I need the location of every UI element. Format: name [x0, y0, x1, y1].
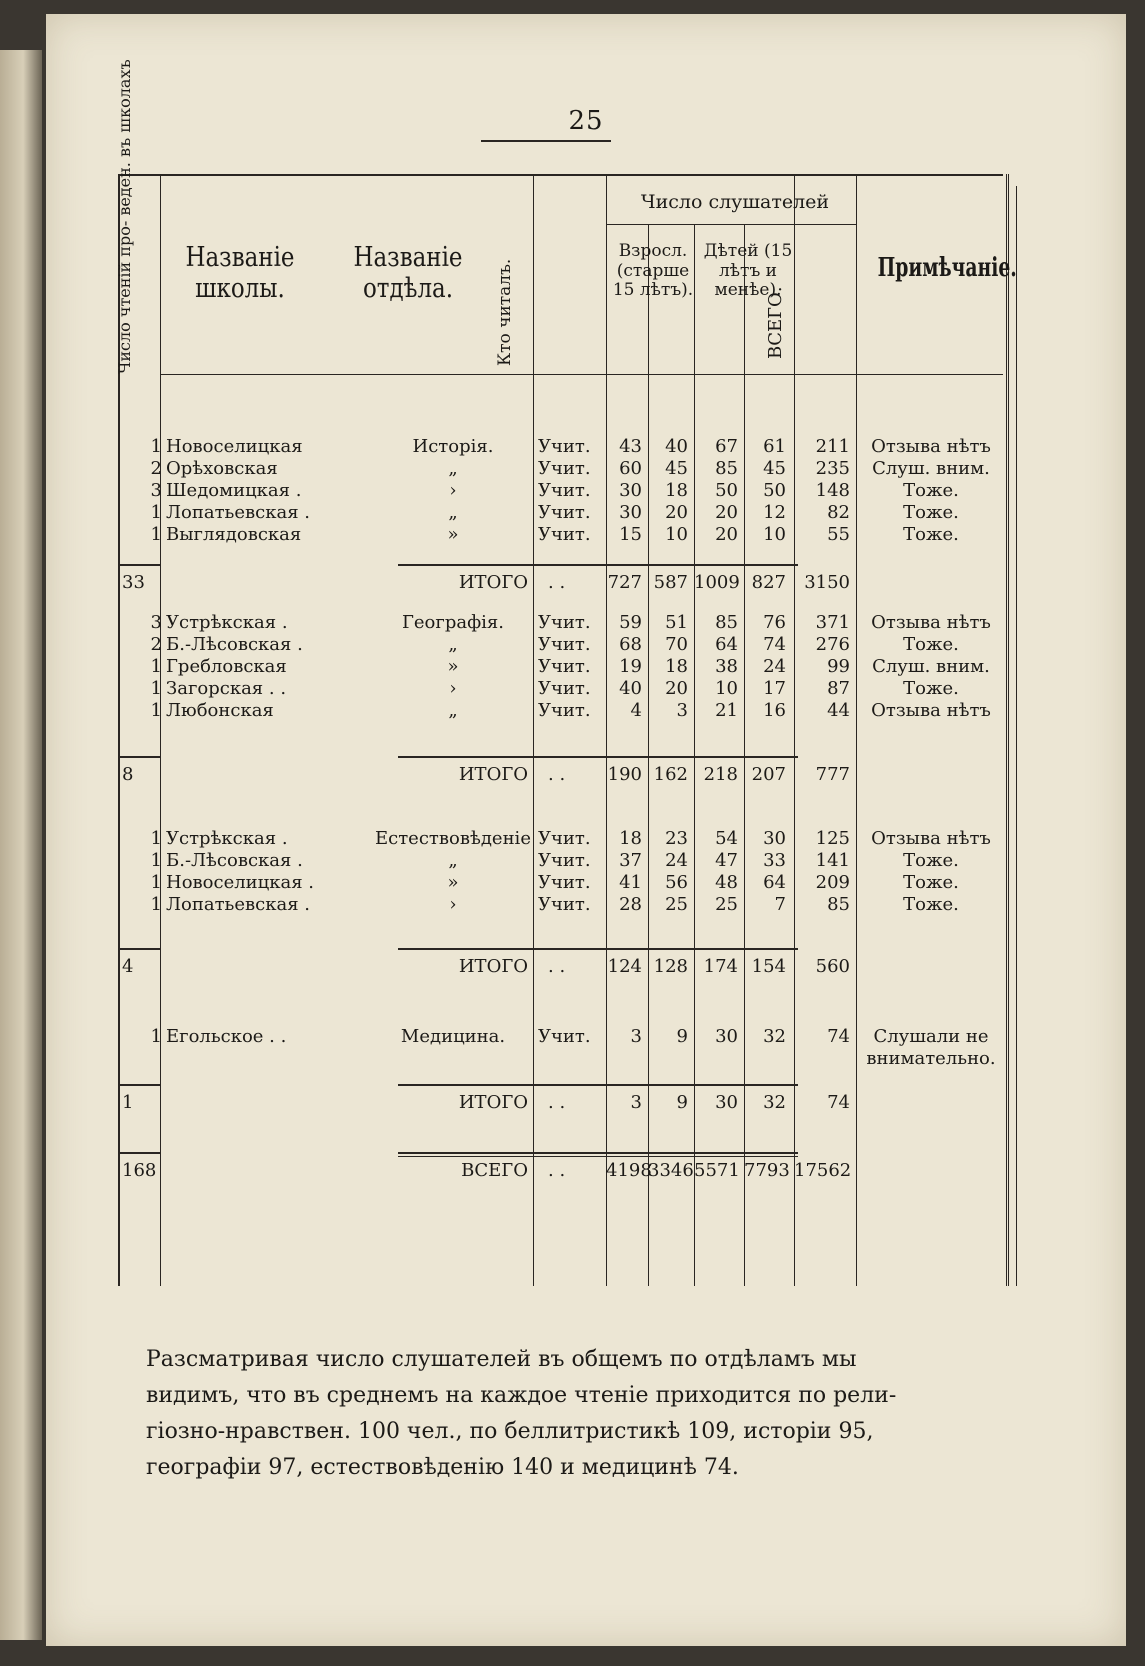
- school-name: Шедомицкая .: [166, 480, 302, 501]
- value-a1: 28: [619, 894, 642, 915]
- grand-total-a2: 3346: [648, 1160, 694, 1181]
- value-a2: 3: [676, 700, 688, 721]
- grand-total-dots: . .: [548, 1160, 566, 1181]
- reader: Учит.: [538, 700, 591, 721]
- reader: Учит.: [538, 612, 591, 633]
- reader: Учит.: [538, 678, 591, 699]
- value-c2: 50: [763, 480, 786, 501]
- subtotal-rule: [398, 1084, 798, 1086]
- value-c1: 20: [715, 502, 738, 523]
- subtotal-a1: 124: [607, 956, 642, 977]
- value-a1: 3: [630, 1026, 642, 1047]
- reader: Учит.: [538, 436, 591, 457]
- subtotal-count: 8: [122, 764, 134, 785]
- value-total: 148: [815, 480, 850, 501]
- value-a1: 37: [619, 850, 642, 871]
- value-c1: 85: [715, 612, 738, 633]
- value-c2: 12: [763, 502, 786, 523]
- value-c2: 30: [763, 828, 786, 849]
- value-a2: 24: [665, 850, 688, 871]
- header-readings-count: Число чтеній про- веден. въ школахъ: [115, 59, 134, 374]
- school-name: Новоселицкая: [166, 436, 303, 457]
- note: Слушали не: [873, 1026, 989, 1047]
- value-c2: 17: [763, 678, 786, 699]
- header-listeners: Число слушателей: [640, 191, 830, 213]
- value-c1: 54: [715, 828, 738, 849]
- value-a2: 70: [665, 634, 688, 655]
- subtotal-c2: 207: [751, 764, 786, 785]
- value-a2: 25: [665, 894, 688, 915]
- subtotal-c1: 1009: [694, 572, 740, 593]
- note: Тоже.: [903, 524, 959, 545]
- value-a1: 41: [619, 872, 642, 893]
- note: Тоже.: [903, 480, 959, 501]
- value-c2: 45: [763, 458, 786, 479]
- subtotal-rule: [118, 756, 160, 758]
- subtotal-rule: [118, 1084, 160, 1086]
- department-name: „: [448, 850, 458, 871]
- note: Тоже.: [903, 502, 959, 523]
- school-name: Загорская . .: [166, 678, 287, 699]
- grand-total-rule: [118, 1152, 160, 1154]
- value-a2: 20: [665, 678, 688, 699]
- value-a2: 20: [665, 502, 688, 523]
- subtotal-total: 777: [815, 764, 850, 785]
- value-total: 125: [815, 828, 850, 849]
- value-total: 99: [827, 656, 850, 677]
- col-rule: [856, 174, 857, 1286]
- school-name: Выглядовская: [166, 524, 302, 545]
- row-count: 1: [150, 894, 162, 915]
- subtotal-total: 560: [815, 956, 850, 977]
- value-total: 44: [827, 700, 850, 721]
- department-name: ›: [449, 894, 457, 915]
- header-children: Дѣтей (15 лѣтъ и менѣе).: [703, 241, 793, 301]
- page-number: 25: [568, 106, 604, 136]
- value-a1: 30: [619, 502, 642, 523]
- value-c2: 10: [763, 524, 786, 545]
- department-name: „: [448, 700, 458, 721]
- value-c1: 50: [715, 480, 738, 501]
- subtotal-c1: 218: [703, 764, 738, 785]
- department-name: „: [448, 458, 458, 479]
- department-name: »: [447, 872, 459, 893]
- value-c2: 24: [763, 656, 786, 677]
- col-rule: [744, 224, 745, 1286]
- subtotal-c1: 174: [703, 956, 738, 977]
- value-a1: 30: [619, 480, 642, 501]
- subtotal-a1: 190: [607, 764, 642, 785]
- note-continued: внимательно.: [866, 1048, 996, 1069]
- note: Отзыва нѣтъ: [871, 436, 991, 457]
- reader: Учит.: [538, 458, 591, 479]
- subtotal-a2: 128: [653, 956, 688, 977]
- note: Отзыва нѣтъ: [871, 612, 991, 633]
- paragraph-line: Разсматривая число слушателей въ общемъ по отдѣламъ мы: [146, 1347, 857, 1372]
- note: Тоже.: [903, 634, 959, 655]
- subtotal-rule: [118, 948, 160, 950]
- row-count: 3: [150, 612, 162, 633]
- table-right-border: [1006, 174, 1009, 1286]
- reader: Учит.: [538, 634, 591, 655]
- subtotal-c2: 827: [751, 572, 786, 593]
- subtotal-rule: [398, 564, 798, 566]
- header-department-name: Названіе отдѣла.: [353, 242, 463, 305]
- value-total: 235: [815, 458, 850, 479]
- subtotal-label: ИТОГО: [458, 1092, 528, 1113]
- reader: Учит.: [538, 850, 591, 871]
- value-c2: 64: [763, 872, 786, 893]
- grand-total-count: 168: [122, 1160, 157, 1181]
- value-a2: 56: [665, 872, 688, 893]
- value-a1: 43: [619, 436, 642, 457]
- col-rule: [694, 224, 695, 1286]
- school-name: Устрѣкская .: [166, 612, 288, 633]
- reader: Учит.: [538, 894, 591, 915]
- subtotal-total: 3150: [804, 572, 850, 593]
- grand-total-a1: 4198: [606, 1160, 652, 1181]
- grand-total-total: 17562: [794, 1160, 852, 1181]
- value-a1: 60: [619, 458, 642, 479]
- value-a2: 40: [665, 436, 688, 457]
- school-name: Лопатьевская .: [166, 502, 310, 523]
- col-rule: [160, 174, 161, 1286]
- subtotal-c2: 32: [763, 1092, 786, 1113]
- reader: Учит.: [538, 480, 591, 501]
- subtotal-a1: 3: [630, 1092, 642, 1113]
- table-right-border-inner: [1016, 186, 1017, 1286]
- subtotal-rule: [398, 948, 798, 950]
- value-a1: 18: [619, 828, 642, 849]
- value-c1: 20: [715, 524, 738, 545]
- note: Тоже.: [903, 894, 959, 915]
- previous-page-edge: [0, 50, 42, 1640]
- book-page: [46, 14, 1126, 1646]
- value-total: 82: [827, 502, 850, 523]
- row-count: 1: [150, 872, 162, 893]
- value-total: 276: [815, 634, 850, 655]
- value-a2: 23: [665, 828, 688, 849]
- subtotal-c1: 30: [715, 1092, 738, 1113]
- department-name: ›: [449, 480, 457, 501]
- value-c1: 30: [715, 1026, 738, 1047]
- value-a1: 59: [619, 612, 642, 633]
- row-count: 1: [150, 828, 162, 849]
- subtotal-label: ИТОГО: [458, 764, 528, 785]
- grand-total-label: ВСЕГО: [461, 1160, 528, 1181]
- subtotal-a1: 727: [607, 572, 642, 593]
- row-count: 2: [150, 458, 162, 479]
- note: Тоже.: [903, 678, 959, 699]
- value-c1: 38: [715, 656, 738, 677]
- value-c2: 7: [774, 894, 786, 915]
- value-total: 211: [815, 436, 850, 457]
- row-count: 3: [150, 480, 162, 501]
- subtotal-rule: [118, 564, 160, 566]
- school-name: Гребловская: [166, 656, 287, 677]
- row-count: 1: [150, 524, 162, 545]
- paragraph-line: видимъ, что въ среднемъ на каждое чтеніе приходится по рели-: [146, 1383, 897, 1408]
- value-c1: 67: [715, 436, 738, 457]
- header-rule: [606, 224, 856, 225]
- department-name: „: [448, 502, 458, 523]
- value-c2: 16: [763, 700, 786, 721]
- value-c2: 61: [763, 436, 786, 457]
- grand-total-rule: [398, 1156, 798, 1157]
- header-note: Примѣчаніе.: [877, 253, 1017, 283]
- value-a1: 4: [630, 700, 642, 721]
- col-rule: [794, 174, 795, 1286]
- school-name: Новоселицкая .: [166, 872, 315, 893]
- value-c1: 64: [715, 634, 738, 655]
- col-rule: [533, 174, 534, 1286]
- subtotal-a2: 162: [653, 764, 688, 785]
- subtotal-count: 1: [122, 1092, 134, 1113]
- value-c1: 85: [715, 458, 738, 479]
- value-a2: 10: [665, 524, 688, 545]
- value-total: 87: [827, 678, 850, 699]
- value-a2: 51: [665, 612, 688, 633]
- school-name: Любонская: [166, 700, 274, 721]
- value-total: 55: [827, 524, 850, 545]
- value-c1: 25: [715, 894, 738, 915]
- note: Тоже.: [903, 850, 959, 871]
- row-count: 1: [150, 1026, 162, 1047]
- summary-paragraph: [146, 1342, 1046, 1486]
- row-count: 1: [150, 656, 162, 677]
- value-total: 85: [827, 894, 850, 915]
- department-name: Географія.: [401, 612, 504, 633]
- value-c2: 33: [763, 850, 786, 871]
- subtotal-a2: 587: [653, 572, 688, 593]
- department-name: ›: [449, 678, 457, 699]
- subtotal-rule: [398, 756, 798, 758]
- subtotal-label: ИТОГО: [458, 572, 528, 593]
- school-name: Б.-Лѣсовская .: [166, 850, 303, 871]
- subtotal-count: 4: [122, 956, 134, 977]
- row-count: 1: [150, 678, 162, 699]
- note: Отзыва нѣтъ: [871, 828, 991, 849]
- school-name: Егольское . .: [166, 1026, 287, 1047]
- value-c1: 21: [715, 700, 738, 721]
- reader: Учит.: [538, 502, 591, 523]
- subtotal-total: 74: [827, 1092, 850, 1113]
- value-c1: 10: [715, 678, 738, 699]
- row-count: 2: [150, 634, 162, 655]
- reader: Учит.: [538, 828, 591, 849]
- department-name: »: [447, 656, 459, 677]
- subtotal-dots: . .: [548, 1092, 566, 1113]
- header-adults: Взросл. (старше 15 лѣтъ).: [612, 241, 694, 301]
- value-total: 209: [815, 872, 850, 893]
- header-reader: Кто читалъ.: [495, 258, 515, 366]
- subtotal-label: ИТОГО: [458, 956, 528, 977]
- department-name: Медицина.: [400, 1026, 506, 1047]
- subtotal-dots: . .: [548, 956, 566, 977]
- department-name: Естествовѣденіе: [375, 828, 531, 849]
- value-c2: 32: [763, 1026, 786, 1047]
- subtotal-c2: 154: [751, 956, 786, 977]
- reader: Учит.: [538, 524, 591, 545]
- row-count: 1: [150, 502, 162, 523]
- subtotal-dots: . .: [548, 764, 566, 785]
- reader: Учит.: [538, 656, 591, 677]
- value-a1: 19: [619, 656, 642, 677]
- note: Отзыва нѣтъ: [871, 700, 991, 721]
- value-c1: 47: [715, 850, 738, 871]
- col-rule: [606, 174, 607, 1286]
- header-total: ВСЕГО.: [765, 286, 786, 359]
- value-a1: 15: [619, 524, 642, 545]
- row-count: 1: [150, 436, 162, 457]
- row-count: 1: [150, 850, 162, 871]
- school-name: Лопатьевская .: [166, 894, 310, 915]
- school-name: Орѣховская: [166, 458, 278, 479]
- paragraph-line: географіи 97, естествовѣденію 140 и медицинѣ 74.: [146, 1455, 739, 1480]
- value-total: 141: [815, 850, 850, 871]
- grand-total-rule: [398, 1152, 798, 1154]
- note: Тоже.: [903, 872, 959, 893]
- value-c2: 74: [763, 634, 786, 655]
- department-name: Исторія.: [412, 436, 494, 457]
- school-name: Б.-Лѣсовская .: [166, 634, 303, 655]
- col-rule: [648, 224, 649, 1286]
- table-top-border: [118, 174, 1003, 176]
- grand-total-c1: 5571: [694, 1160, 740, 1181]
- note: Слуш. вним.: [872, 656, 990, 677]
- page-number-rule: [481, 140, 611, 142]
- statistics-table: [115, 59, 1017, 1302]
- value-a2: 18: [665, 480, 688, 501]
- header-school-name: Названіе школы.: [185, 242, 295, 305]
- subtotal-count: 33: [122, 572, 145, 593]
- department-name: „: [448, 634, 458, 655]
- value-total: 74: [827, 1026, 850, 1047]
- paragraph-line: гіозно-нравствен. 100 чел., по беллитристикѣ 109, исторіи 95,: [146, 1419, 874, 1444]
- subtotal-a2: 9: [676, 1092, 688, 1113]
- reader: Учит.: [538, 1026, 591, 1047]
- note: Слуш. вним.: [872, 458, 990, 479]
- value-c2: 76: [763, 612, 786, 633]
- row-count: 1: [150, 700, 162, 721]
- value-a2: 18: [665, 656, 688, 677]
- reader: Учит.: [538, 872, 591, 893]
- grand-total-c2: 7793: [744, 1160, 790, 1181]
- value-a2: 45: [665, 458, 688, 479]
- header-bottom-rule: [160, 374, 1003, 375]
- value-a2: 9: [676, 1026, 688, 1047]
- subtotal-dots: . .: [548, 572, 566, 593]
- value-a1: 40: [619, 678, 642, 699]
- value-total: 371: [815, 612, 850, 633]
- value-c1: 48: [715, 872, 738, 893]
- department-name: »: [447, 524, 459, 545]
- value-a1: 68: [619, 634, 642, 655]
- school-name: Устрѣкская .: [166, 828, 288, 849]
